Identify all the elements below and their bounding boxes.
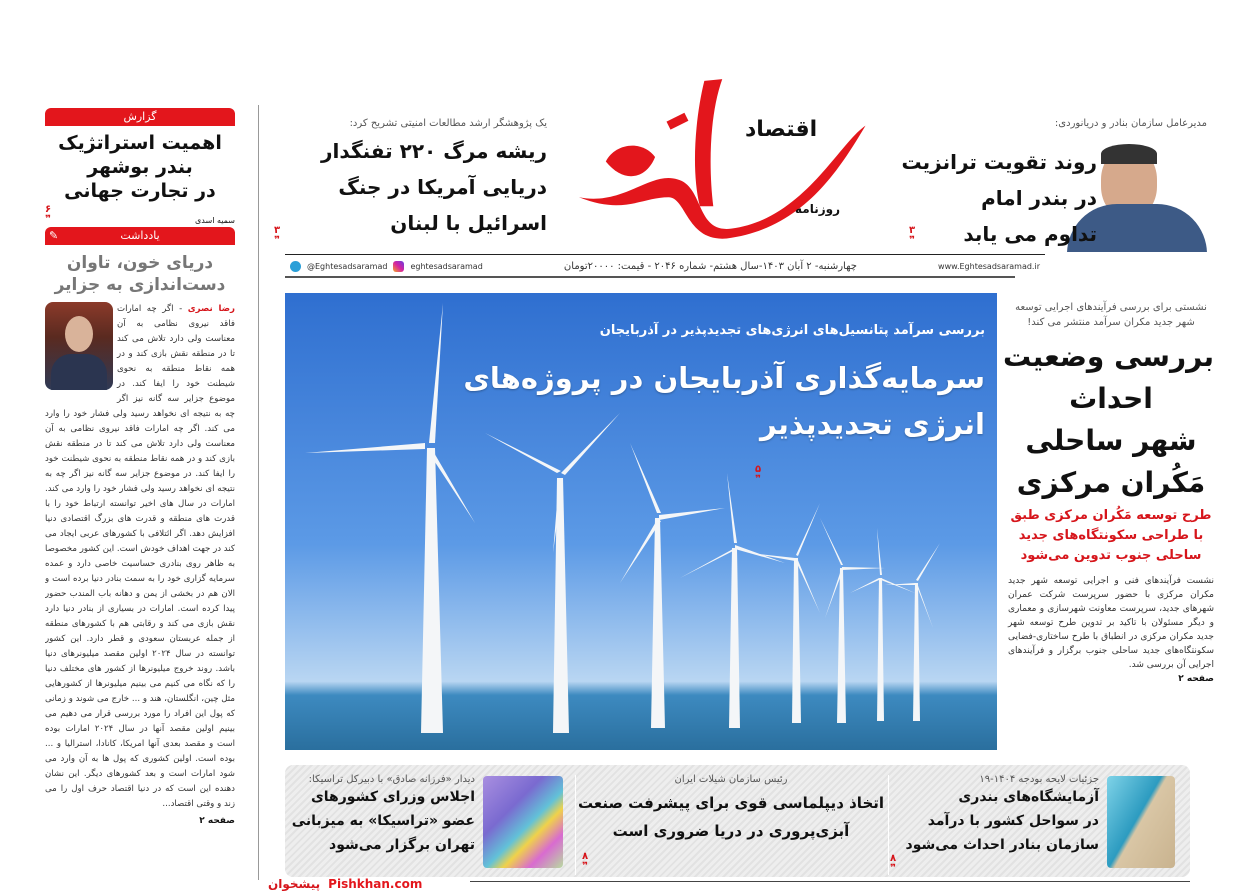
column-divider xyxy=(258,105,259,880)
author-name: رضا نصری xyxy=(187,303,235,314)
left-column xyxy=(45,108,235,826)
note-headline[interactable]: دریای خون، تاوان دست‌اندازی به جزایر xyxy=(54,253,226,295)
info-bar xyxy=(290,258,1040,274)
telegram-handle[interactable]: @Eghtesadsaramad xyxy=(307,261,388,271)
pencil-icon: ✎ xyxy=(49,229,59,243)
right-headline: بررسی وضعیت احداث شهر ساحلی مَکُران مرکزی xyxy=(1003,340,1214,499)
main-headline: سرمایه‌گذاری آذربایجان در پروژه‌های انرژی تجدیدپذیر xyxy=(463,361,985,441)
instagram-icon xyxy=(393,261,404,272)
instagram-handle[interactable]: eghtesadsaramad xyxy=(410,261,483,271)
map-photo xyxy=(483,776,563,868)
page-ref: ۳ ❞ xyxy=(909,225,916,246)
top-right-story[interactable]: مدیرعامل سازمان بنادر و دریانوردی: روند تقویت ترانزیت در بندر امام تداوم می یابد ۳ ❞ xyxy=(905,118,1217,253)
website[interactable]: www.Eghtesadsaramad.ir xyxy=(938,261,1040,271)
main-kicker: بررسی سرآمد پتانسیل‌های انرژی‌های تجدیدپذیر در آذربایجان xyxy=(599,323,985,338)
note-label: یادداشت ✎ xyxy=(45,227,235,245)
pishkhan-watermark: پیشخوان Pishkhan.com xyxy=(268,877,423,891)
rule xyxy=(285,254,1045,255)
report-label: گزارش xyxy=(45,108,235,126)
telegram-icon xyxy=(290,261,301,272)
report-page: ۶ ❞ xyxy=(45,204,52,226)
bottom-story-3[interactable]: دیدار «فرزانه صادق» با دبیرکل تراسیکا: اجلاس وزرای کشورهای عضو «تراسیکا» به میزبانی تهران برگزار می‌شود xyxy=(265,770,573,875)
right-body: نشست فرآیندهای فنی و اجرایی توسعه شهر جدید مکران مرکزی با حضور سرپرست شرکت عمران شهرهای جدید، سرپرست معاونت شهرسازی و معماری و دیگر مسئولان با تاکید بر تدوین طرح توسعه شهر جدید مکران مرکزی در انطباق با طرح ساختاری-فضایی سکونتگاه‌های جدید ساحلی جنوب برگزار و فرآیندهای اجرایی آن بررسی شد. xyxy=(1008,576,1214,670)
masthead-logo xyxy=(570,62,870,252)
top-left-story[interactable]: یک پژوهشگر ارشد مطالعات امنیتی تشریح کرد: ریشه مرگ ۲۲۰ تفنگدار دریایی آمریکا در جنگ اسرائیل با لبنان ۳ ❞ xyxy=(274,118,547,246)
report-author: سمیه اسدی xyxy=(195,216,235,226)
rule xyxy=(285,276,1015,278)
author-photo xyxy=(45,302,113,390)
right-column-story[interactable]: نشستی برای بررسی فرآیندهای اجرایی توسعه شهر جدید مکران سرآمد منتشر می کند! بررسی وضعیت احداث شهر ساحلی مَکُران مرکزی طرح توسعه مَکُران مرکزی طبق با طراحی سکونتگاه‌های جدید ساحلی جنوب تدوین می‌شود نشست فرآیندهای فنی و اجرایی توسعه شهر جدید مکران مرکزی با حضور سرپرست شرکت عمران شهرهای جدید، سرپرست معاونت شهرسازی و معماری و دیگر مسئولان با تاکید بر تدوین طرح توسعه شهر جدید مکران مرکزی در انطباق با طرح ساختاری-فضایی سکونتگاه‌های جدید ساحلی جنوب برگزار و فرآیندهای اجرایی آن بررسی شد. صفحه ۲ xyxy=(1003,302,1214,684)
rule xyxy=(470,881,1190,882)
divider xyxy=(888,775,889,875)
right-page: صفحه ۲ xyxy=(1178,674,1214,684)
logo-graphic xyxy=(570,62,870,252)
right-subhead: طرح توسعه مَکُران مرکزی طبق با طراحی سکونتگاه‌های جدید ساحلی جنوب تدوین می‌شود xyxy=(1010,508,1212,563)
note-page: صفحه ۲ xyxy=(199,815,235,826)
report-headline[interactable]: اهمیت استراتژیک بندر بوشهر در تجارت جهانی xyxy=(58,132,222,202)
bottom-story-1[interactable]: جزئیات لایحه بودجه ۱۴۰۴-۱۹ آزمایشگاه‌های بندری در سواحل کشور با درآمد سازمان بنادر احداث می‌شود ۸ ❞ xyxy=(890,770,1185,875)
logo-sub: اقتصاد xyxy=(745,117,818,142)
divider xyxy=(575,775,576,875)
date-line: چهارشنبه- ۲ آبان ۱۴۰۳-سال هشتم- شماره ۲۰۴۶ - قیمت: ۲۰۰۰۰تومان xyxy=(563,260,857,272)
note-body: رضا نصری - اگر چه امارات فاقد نیروی نظامی به آن معناست ولی دارد تلاش می کند تا در منطقه نقش بازی کند و در همه نقاط منطقه به نحوی شیطنت خود را ایفا کند. در موضوع جزایر سه گانه نیز اگر چه به نتیجه ای نخواهد رسید ولی فشار خود را وارد می کند. اگر چه امارات فاقد نیروی نظامی به آن معناست ولی دارد تلاش می کند تا در منطقه نقش بازی کند و در همه نقاط منطقه به نحوی شیطنت خود را ایفا کند. در موضوع جزایر سه گانه نیز اگر چه به نتیجه ای نخواهد رسید ولی فشار خود را وارد می کند. امارات در سال های اخیر توانسته ارتباط خود را با قدرت های منطقه و قدرت های بزرگ اقتصادی دنیا افزایش دهد. اگر ائتلافی با کشورهای عربی ایجاد می کند در جهت اهداف خودش است. این کشور مخصوصا به ظاهر روی بنادری حساسیت خاصی دارد و عمده سرمایه گزاری خود را به سمت بنادر دنیا برده است و الان هم در بخشی از یمن و دهانه باب المندب حضور پیدا کرده است. امارات در بسیاری از بنادر دنیا دارد نقش بازی می کند و رقابتی هم با کشورهای منطقه از جمله عربستان سعودی و قطر دارد. این کشور توانسته در سال ۲۰۲۴ اولین مقصد میلیونرهای دنیا باشد. روند خروج میلیونرها از کشور های مختلف دنیا را که نگاه می کنیم می بینیم میلیونرها از کشورهایی مثل چین، انگلستان، هند و ... خارج می شوند و زمانی که پول این افراد را مورد بررسی قرار می دهیم می بینیم اولین مقصد آنها در سال ۲۰۲۴ امارات بوده است و مقصد بعدی آنها امریکا، کانادا، استرالیا و ... بوده است. اولین کشوری که پول ها به آن وارد می شود امارات است و بعد کشورهای دیگر. این نشان دهنده این است که در دنیا اقتصاد حرف اول را می زند و وقتی اقتصاد... xyxy=(45,303,235,809)
port-photo xyxy=(1107,776,1175,868)
main-story[interactable]: بررسی سرآمد پتانسیل‌های انرژی‌های تجدیدپذیر در آذربایجان سرمایه‌گذاری آذربایجان در پروژه‌های انرژی تجدیدپذیر ۵ ❞ xyxy=(285,293,997,750)
bottom-story-2[interactable]: رئیس سازمان شیلات ایران اتخاذ دیپلماسی قوی برای پیشرفت صنعت آبزی‌پروری در دریا ضروری است ۸ ❞ xyxy=(577,774,885,872)
paper-label: روزنامه xyxy=(795,202,840,216)
